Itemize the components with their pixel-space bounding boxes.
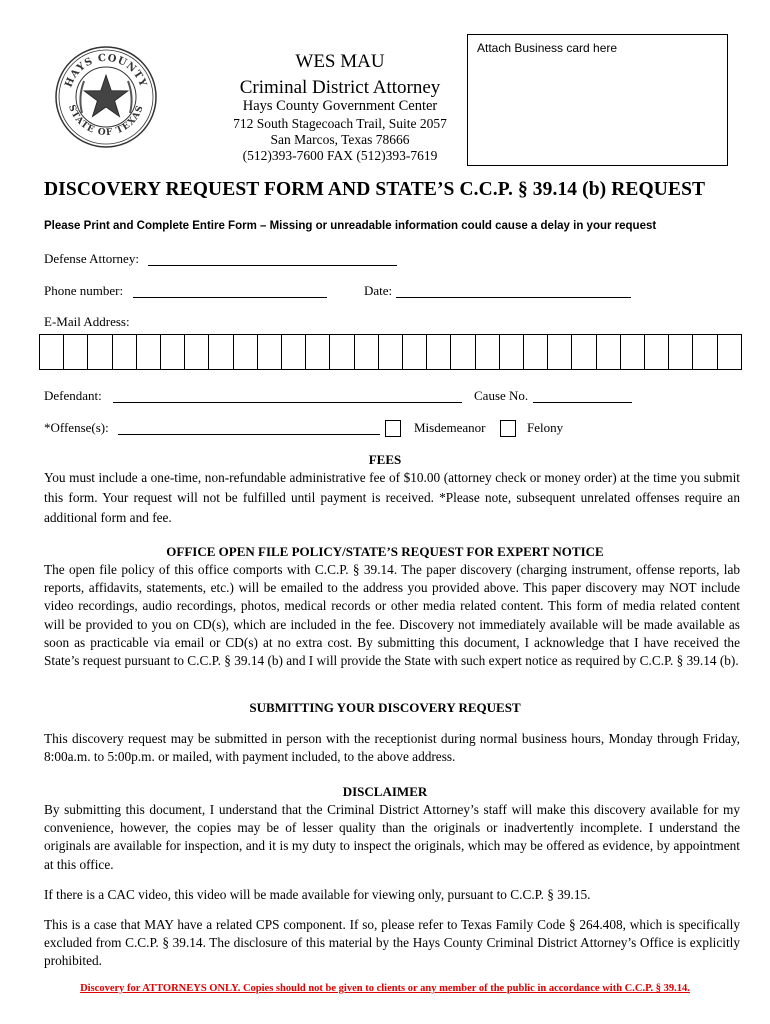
svg-text:STATE OF TEXAS: STATE OF TEXAS	[66, 103, 146, 139]
email-cell[interactable]	[427, 335, 451, 369]
defense-attorney-label: Defense Attorney:	[44, 251, 139, 266]
date-field[interactable]	[396, 297, 631, 298]
email-cell[interactable]	[621, 335, 645, 369]
office-address-line1: 712 South Stagecoach Trail, Suite 2057	[233, 116, 447, 131]
office-address-line2: San Marcos, Texas 78666	[270, 132, 410, 147]
felony-label: Felony	[527, 420, 564, 435]
email-cell[interactable]	[161, 335, 185, 369]
misdemeanor-checkbox[interactable]	[385, 420, 401, 437]
defendant-label: Defendant:	[44, 388, 102, 403]
date-label: Date:	[364, 283, 393, 298]
disclaimer-text: By submitting this document, I understand that the Criminal District Attorney’s staff will make this discovery available for my convenience, however, the copies may be of lesser quality than the originals or inadvertently incomplete. I understand the originals are available for inspection, and it is my duty to inspect the originals, which may be offered as evidence, by appointment at this office.	[44, 802, 740, 872]
email-cell[interactable]	[476, 335, 500, 369]
email-cell[interactable]	[645, 335, 669, 369]
email-cell[interactable]	[355, 335, 379, 369]
office-center: Hays County Government Center	[242, 98, 438, 114]
attorney-name: WES MAU	[295, 51, 385, 72]
submitting-text: This discovery request may be submitted in person with the receptionist during normal business hours, Monday through Friday, 8:00a.m. to 5:00p.m. or mailed, with payment included, to the above address.	[44, 731, 740, 765]
email-cell[interactable]	[500, 335, 524, 369]
offenses-field[interactable]	[118, 434, 380, 435]
email-cell[interactable]	[258, 335, 282, 369]
email-cell[interactable]	[451, 335, 475, 369]
email-cell[interactable]	[379, 335, 403, 369]
email-cell[interactable]	[403, 335, 427, 369]
office-phone-fax: (512)393-7600 FAX (512)393-7619	[242, 148, 438, 163]
cause-no-field[interactable]	[533, 402, 632, 403]
phone-number-label: Phone number:	[44, 283, 124, 298]
email-grid[interactable]	[39, 334, 742, 370]
defense-attorney-field[interactable]	[148, 265, 397, 266]
email-cell[interactable]	[209, 335, 233, 369]
email-cell[interactable]	[330, 335, 354, 369]
email-cell[interactable]	[669, 335, 693, 369]
email-cell[interactable]	[718, 335, 741, 369]
disclaimer-heading: DISCLAIMER	[342, 784, 428, 799]
business-card-box[interactable]	[467, 34, 728, 166]
attorney-title: Criminal District Attorney	[239, 77, 441, 98]
email-cell[interactable]	[137, 335, 161, 369]
form-instruction: Please Print and Complete Entire Form – Missing or unreadable information could cause a delay in your request	[44, 220, 657, 232]
email-cell[interactable]	[693, 335, 717, 369]
hays-county-seal	[54, 45, 158, 149]
email-cell[interactable]	[88, 335, 112, 369]
cac-text: If there is a CAC video, this video will be made available for viewing only, pursuant to C.C.P. § 39.15.	[44, 887, 591, 902]
fees-heading: FEES	[368, 452, 402, 467]
email-cell[interactable]	[113, 335, 137, 369]
phone-number-field[interactable]	[133, 297, 327, 298]
business-card-label: Attach Business card here	[477, 41, 618, 55]
fees-text: You must include a one-time, non-refundable administrative fee of $10.00 (attorney check or money order) at the time you submit this form. Your request will not be fulfilled until payment is received. *Please note, subsequent unrelated offenses require an additional form and fee.	[44, 470, 740, 525]
cps-text: This is a case that MAY have a related CPS component. If so, please refer to Texas Family Code § 264.408, which is specifically excluded from C.C.P. § 39.14. The disclosure of this material by the Hays County Criminal District Attorney’s Office is explicitly prohibited.	[44, 917, 740, 969]
defendant-field[interactable]	[113, 402, 462, 403]
policy-heading: OFFICE OPEN FILE POLICY/STATE’S REQUEST FOR EXPERT NOTICE	[166, 544, 604, 559]
email-cell[interactable]	[597, 335, 621, 369]
email-label: E-Mail Address:	[44, 314, 130, 329]
policy-text: The open file policy of this office comports with C.C.P. § 39.14. The paper discovery (charging instrument, offense reports, lab reports, affidavits, statements, etc.) will be emailed to the address you provided above. This paper discovery may NOT include video recordings, audio recordings, photos, medical records or other media related content. This form of media related content will be provided to you on CD(s), which are included in the fee. Discovery not immediately available will be made available as soon as practicable via email or CD(s) at no extra cost. By submitting this document, I acknowledge that I have received the State’s request pursuant to C.C.P. § 39.14 (b) and I will provide the State with such expert notice as required by C.C.P. § 39.14 (b).	[44, 562, 740, 669]
svg-text:HAYS COUNTY: HAYS COUNTY	[63, 52, 149, 90]
email-cell[interactable]	[64, 335, 88, 369]
attorneys-only-notice: Discovery for ATTORNEYS ONLY. Copies should not be given to clients or any member of the public in accordance with C.C.P. § 39.14.	[80, 983, 690, 994]
email-cell[interactable]	[306, 335, 330, 369]
felony-checkbox[interactable]	[500, 420, 516, 437]
email-cell[interactable]	[572, 335, 596, 369]
email-cell[interactable]	[185, 335, 209, 369]
form-title: DISCOVERY REQUEST FORM AND STATE’S C.C.P. § 39.14 (b) REQUEST	[44, 179, 706, 200]
email-cell[interactable]	[282, 335, 306, 369]
offenses-label: *Offense(s):	[44, 420, 109, 435]
email-cell[interactable]	[548, 335, 572, 369]
email-cell[interactable]	[40, 335, 64, 369]
cause-no-label: Cause No.	[474, 388, 529, 403]
submitting-heading: SUBMITTING YOUR DISCOVERY REQUEST	[249, 700, 521, 715]
email-cell[interactable]	[234, 335, 258, 369]
email-cell[interactable]	[524, 335, 548, 369]
misdemeanor-label: Misdemeanor	[414, 420, 486, 435]
